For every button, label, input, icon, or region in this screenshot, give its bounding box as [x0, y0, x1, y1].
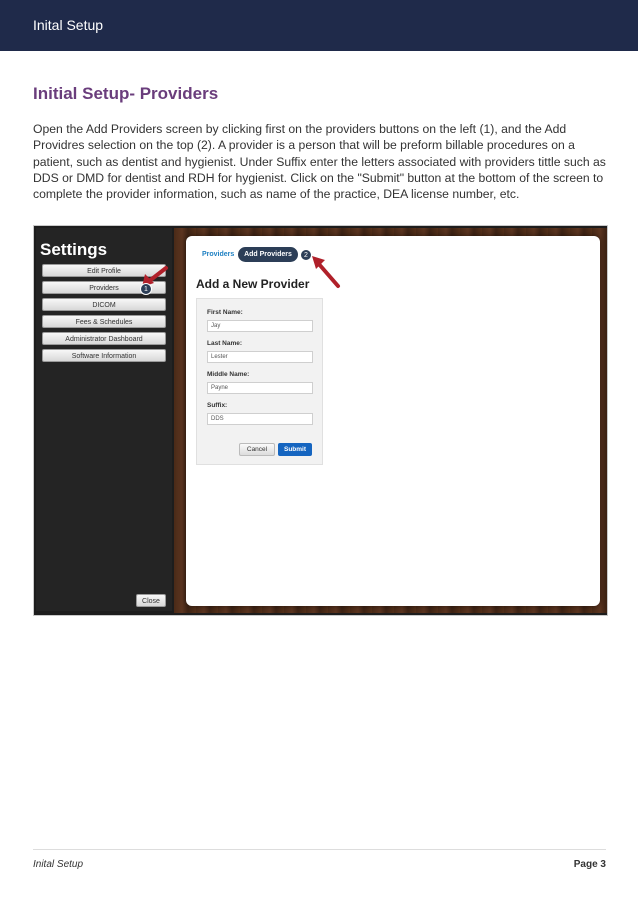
- cancel-button[interactable]: Cancel: [239, 443, 275, 456]
- last-name-label: Last Name:: [207, 340, 243, 347]
- arrow-2-icon: [312, 256, 338, 286]
- footer-divider: [33, 849, 606, 850]
- first-name-label: First Name:: [207, 309, 243, 316]
- section-title: Initial Setup- Providers: [33, 84, 219, 103]
- last-name-field[interactable]: Lester: [207, 351, 313, 363]
- settings-title: Settings: [40, 240, 108, 259]
- tab-providers[interactable]: Providers: [202, 251, 235, 258]
- first-name-field[interactable]: Jay: [207, 320, 313, 332]
- callout-1: 1: [140, 283, 152, 295]
- menu-fees-schedules[interactable]: Fees & Schedules: [42, 315, 166, 328]
- suffix-label: Suffix:: [207, 402, 228, 409]
- menu-edit-profile[interactable]: Edit Profile: [42, 264, 166, 277]
- annotation-arrows: [34, 226, 607, 615]
- menu-software-information[interactable]: Software Information: [42, 349, 166, 362]
- menu-dicom[interactable]: DICOM: [42, 298, 166, 311]
- middle-name-field[interactable]: Payne: [207, 382, 313, 394]
- middle-name-label: Middle Name:: [207, 371, 250, 378]
- close-button[interactable]: Close: [136, 594, 166, 607]
- submit-button[interactable]: Submit: [278, 443, 312, 456]
- page-header: [0, 0, 638, 51]
- embedded-screenshot: [33, 225, 608, 616]
- footer-title: Inital Setup: [33, 859, 84, 870]
- tab-add-providers[interactable]: Add Providers: [238, 247, 298, 262]
- modal-title: Add a New Provider: [196, 277, 310, 291]
- page-number: Page 3: [573, 859, 606, 870]
- menu-administrator-dashboard[interactable]: Administrator Dashboard: [42, 332, 166, 345]
- suffix-field[interactable]: DDS: [207, 413, 313, 425]
- callout-2: 2: [300, 249, 312, 261]
- header-title: Inital Setup: [33, 17, 104, 33]
- menu-providers[interactable]: Providers: [42, 281, 166, 294]
- body-paragraph: Open the Add Providers screen by clicking first on the providers buttons on the left (1), and the Add Providres selection on the top (2). A provider is a person that will be preform billable procedures on a patient, such as dentist and hygienist. Under Suffix enter the letters associated with providers tittle such as DDS or DMD for dentist and RDH for hygienist. Click on the "Submit" button at the bottom of the screen to complete the provider information, such as name of the practice, DEA license number, etc.: [33, 122, 606, 202]
